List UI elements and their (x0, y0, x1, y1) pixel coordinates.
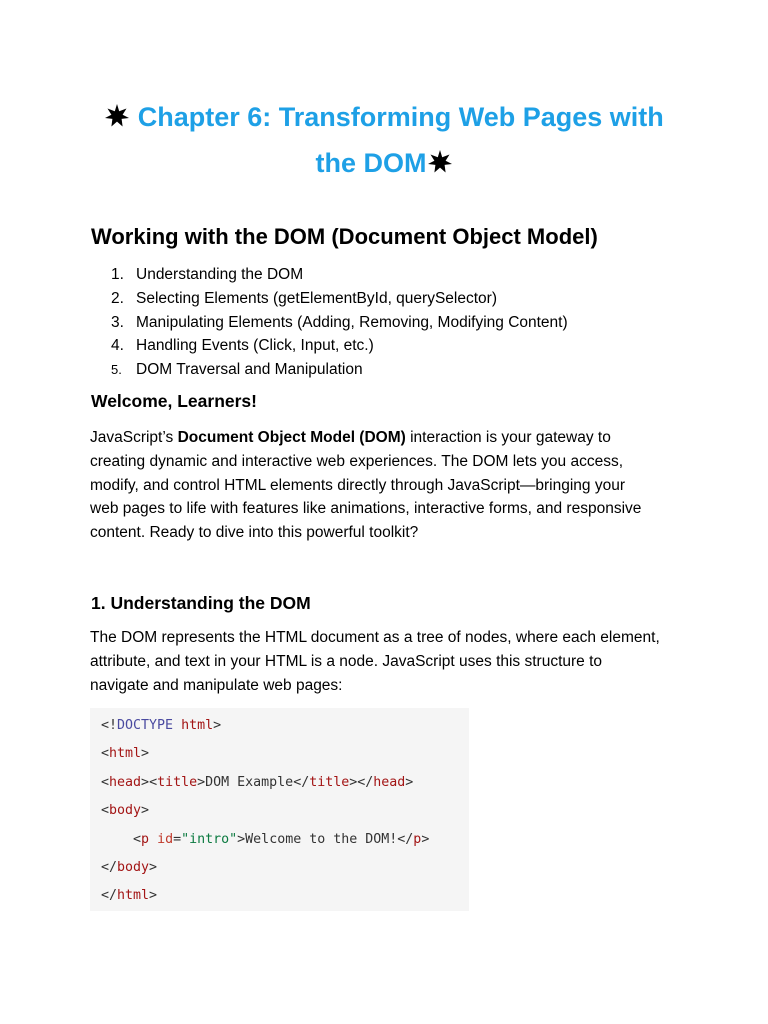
paragraph-line: attribute, and text in your HTML is a node. JavaScript uses this structure to (90, 652, 603, 670)
list-number: 2. (111, 289, 124, 307)
list-text: Understanding the DOM (136, 266, 304, 283)
list-item (111, 263, 568, 287)
list-number: 4. (111, 337, 124, 355)
code-line-html-close: </html> (101, 888, 158, 903)
chapter-title-text-1: Chapter 6: Transforming Web Pages with (137, 102, 664, 132)
list-text: DOM Traversal and Manipulation (136, 361, 363, 379)
list-text: Manipulating Elements (Adding, Removing, Modifying Content) (136, 313, 568, 331)
paragraph-line: modify, and control HTML elements directly through JavaScript—bringing your (90, 476, 625, 494)
paragraph-line: navigate and manipulate web pages: (90, 676, 343, 694)
code-line-doctype: <!DOCTYPE html> (101, 718, 222, 733)
paragraph-line: The DOM represents the HTML document as a tree of nodes, where each element, (90, 629, 660, 646)
list-item (111, 334, 568, 358)
section-heading: Working with the DOM (Document Object Model) (91, 224, 598, 249)
code-line-body-open: <body> (101, 803, 150, 818)
table-of-contents (111, 263, 568, 382)
list-item (111, 311, 568, 335)
chapter-title (84, 94, 684, 186)
understanding-heading: 1. Understanding the DOM (91, 593, 311, 613)
list-number: 1. (111, 266, 124, 283)
paragraph-line: web pages to life with features like animations, interactive forms, and responsive (90, 500, 642, 518)
welcome-heading: Welcome, Learners! (91, 391, 257, 411)
code-line-paragraph: <p id="intro">Welcome to the DOM!</p> (133, 832, 430, 847)
chapter-title-text-2: the DOM (315, 148, 427, 178)
list-item (111, 287, 568, 311)
list-text: Selecting Elements (getElementById, querySelector) (136, 289, 497, 307)
paragraph-line (90, 426, 690, 450)
chapter-title-line-1 (84, 94, 684, 140)
list-number: 5. (111, 362, 122, 378)
black-star-icon (427, 149, 453, 175)
list-number: 3. (111, 313, 124, 331)
code-line-head: <head><title>DOM Example</title></head> (101, 775, 414, 790)
chapter-title-line-2 (84, 140, 684, 186)
code-line-body-close: </body> (101, 860, 158, 875)
black-star-icon (104, 103, 130, 129)
list-item (111, 358, 568, 382)
paragraph-text: JavaScript’s (90, 429, 178, 446)
paragraph-line: content. Ready to dive into this powerful toolkit? (90, 524, 419, 542)
paragraph-text: interaction is your gateway to (405, 429, 611, 446)
code-block (90, 708, 469, 911)
code-line-html-open: <html> (101, 746, 150, 761)
understanding-paragraph (90, 626, 690, 697)
paragraph-line: creating dynamic and interactive web experiences. The DOM lets you access, (90, 452, 623, 470)
dom-bold-term: Document Object Model (DOM) (177, 429, 406, 446)
welcome-paragraph (90, 426, 690, 545)
list-text: Handling Events (Click, Input, etc.) (136, 337, 374, 355)
